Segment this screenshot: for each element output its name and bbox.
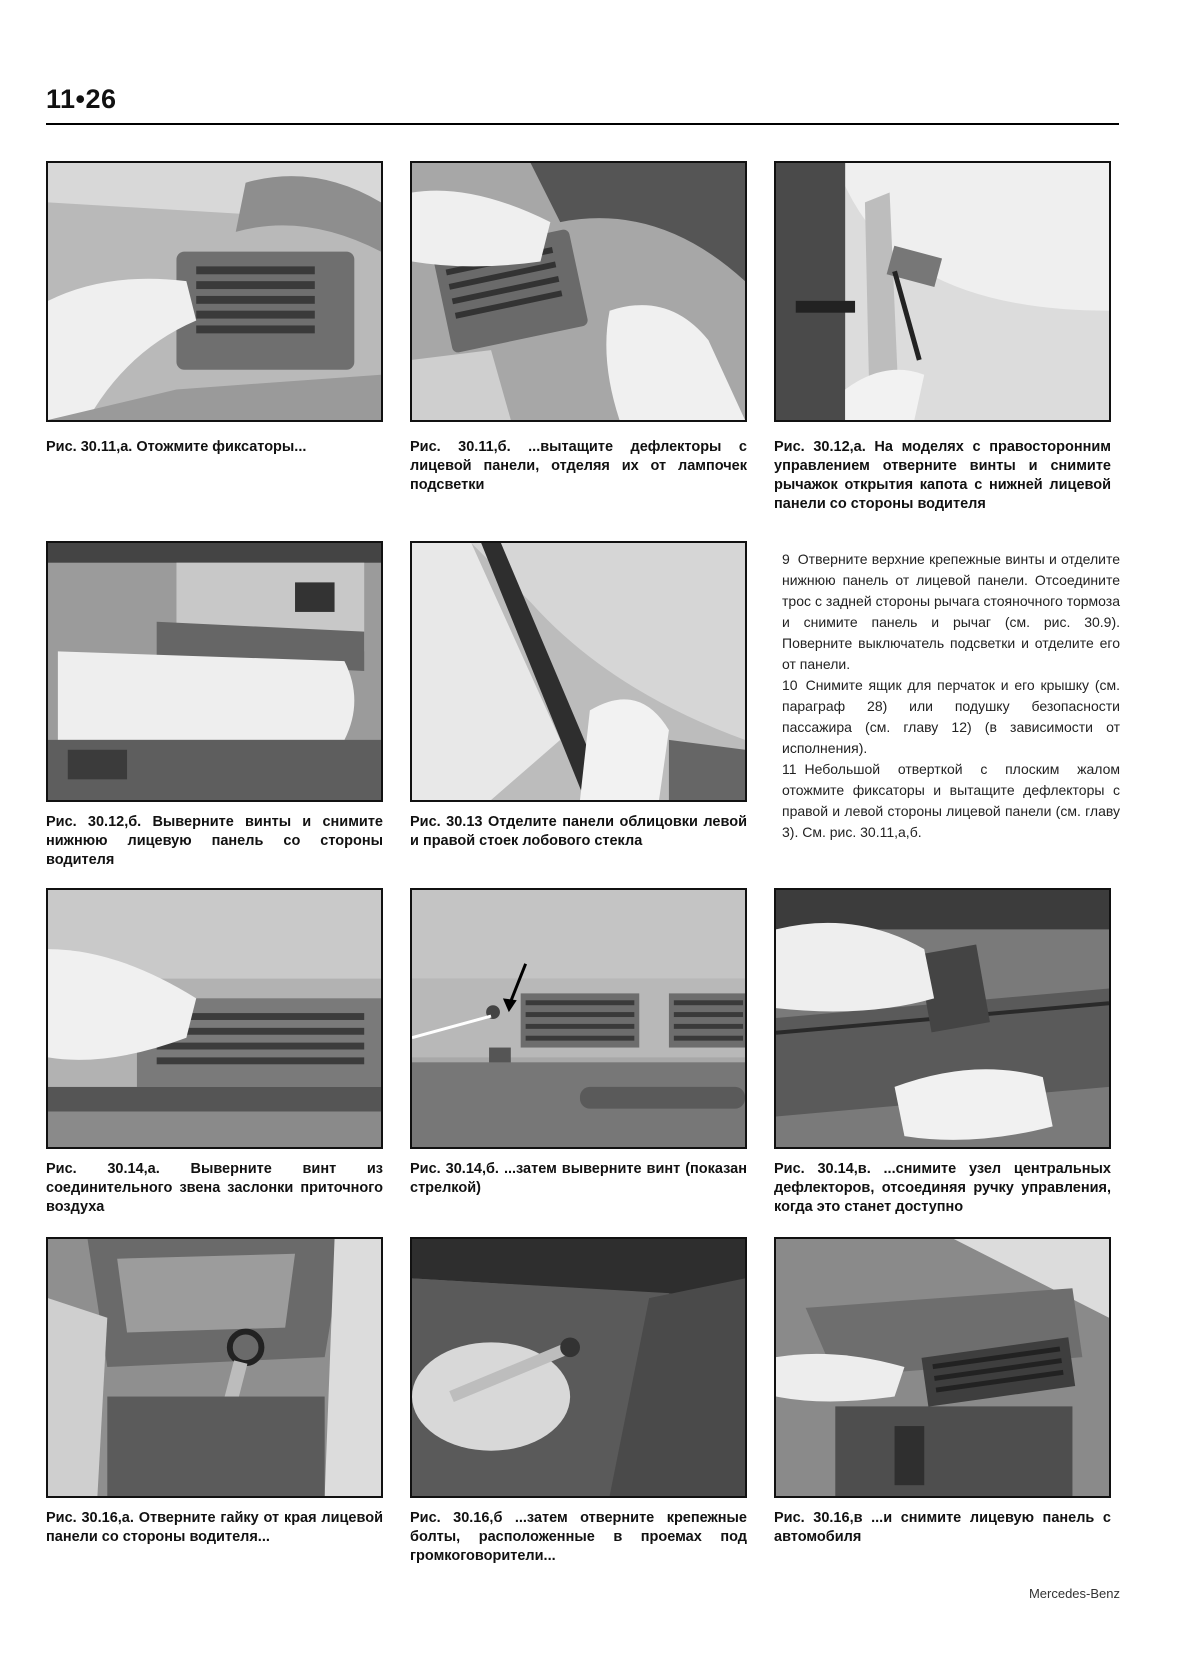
- instruction-number: 10: [782, 677, 798, 693]
- caption-30-11-a: Рис. 30.11,а. Отожмите фиксаторы...: [46, 439, 307, 455]
- photo-30-13: [410, 541, 747, 802]
- caption-30-16-c: Рис. 30.16,в ...и снимите лицевую панель с автомобиля: [774, 1510, 1111, 1545]
- caption-30-12-a: Рис. 30.12,а. На моделях с правосторонним управлением отверните винты и снимите рычажок открытия капота с нижней лицевой панели со стороны водителя: [774, 439, 1111, 512]
- caption-30-14-a: Рис. 30.14,а. Выверните винт из соединительного звена заслонки приточного воздуха: [46, 1161, 383, 1215]
- photo-30-14-c: [774, 888, 1111, 1149]
- caption-30-16-a: Рис. 30.16,а. Отверните гайку от края лицевой панели со стороны водителя...: [46, 1510, 383, 1545]
- photo-30-12-a: [774, 161, 1111, 422]
- caption-30-16-b: Рис. 30.16,б ...затем отверните крепежные болты, расположенные в проемах под громкоговорители...: [410, 1510, 747, 1564]
- caption-30-14-c: Рис. 30.14,в. ...снимите узел центральных дефлекторов, отсоединяя ручку управления, когда это станет доступно: [774, 1161, 1111, 1215]
- page-number: 11•26: [46, 84, 117, 114]
- footer-brand: Mercedes-Benz: [1028, 1586, 1120, 1601]
- instruction-text: Небольшой отверткой с плоским жалом отожмите фиксаторы и вытащите дефлекторы с правой и левой стороны лицевой панели (см. главу 3). См. рис. 30.11,а,б.: [782, 761, 1120, 840]
- photo-30-16-c: [774, 1237, 1111, 1498]
- photo-30-11-b: [410, 161, 747, 422]
- instruction-number: 9: [782, 551, 790, 567]
- photo-30-16-b: [410, 1237, 747, 1498]
- photo-30-16-a: [46, 1237, 383, 1498]
- instruction-paragraph: [782, 759, 1120, 843]
- caption-30-11-b: Рис. 30.11,б. ...вытащите дефлекторы с лицевой панели, отделяя их от лампочек подсветки: [410, 439, 747, 493]
- photo-30-11-a: [46, 161, 383, 422]
- instruction-text: Отверните верхние крепежные винты и отделите нижнюю панель от лицевой панели. Отсоедините трос с задней стороны рычага стояночного тормоза и снимите панель и рычаг (см. рис. 30.9). Поверните выключатель подсветки и отделите его от панели.: [782, 551, 1120, 672]
- photo-30-14-a: [46, 888, 383, 1149]
- instruction-paragraph: [782, 675, 1120, 759]
- instructions-text: [782, 549, 1120, 843]
- caption-30-12-b: Рис. 30.12,б. Выверните винты и снимите нижнюю лицевую панель со стороны водителя: [46, 814, 383, 868]
- caption-30-13: Рис. 30.13 Отделите панели облицовки левой и правой стоек лобового стекла: [410, 814, 747, 849]
- instruction-paragraph: [782, 549, 1120, 675]
- photo-30-14-b: [410, 888, 747, 1149]
- photo-30-12-b: [46, 541, 383, 802]
- instruction-number: 11: [782, 761, 797, 777]
- header-rule: [46, 123, 1119, 125]
- caption-30-14-b: Рис. 30.14,б. ...затем выверните винт (показан стрелкой): [410, 1161, 747, 1196]
- instruction-text: Снимите ящик для перчаток и его крышку (см. параграф 28) или подушку безопасности пассажира (см. главу 12) (в зависимости от исполнения).: [782, 677, 1120, 756]
